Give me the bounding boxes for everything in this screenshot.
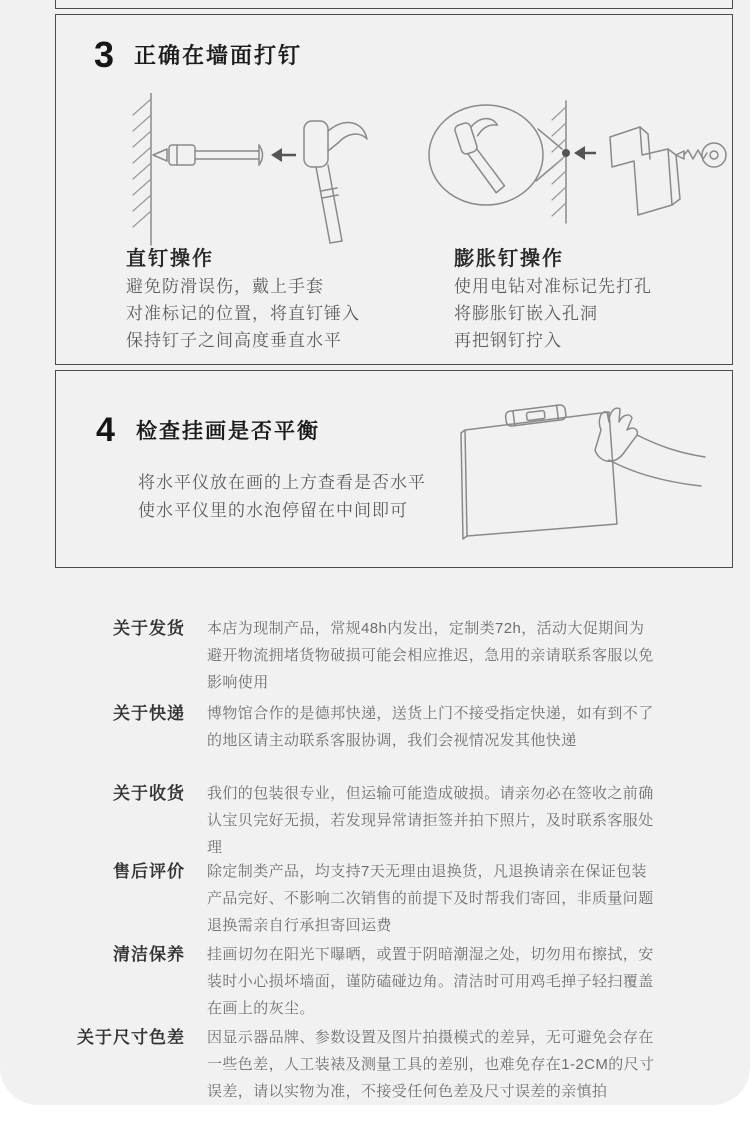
faq-label: 清洁保养 (113, 945, 185, 964)
instruction-line: 使水平仪里的水泡停留在中间即可 (138, 501, 408, 520)
hammer-icon (304, 121, 367, 243)
faq-label: 关于发货 (113, 619, 185, 638)
instruction-line: 使用电钻对准标记先打孔 (454, 277, 652, 296)
straight-nail-subtitle: 直钉操作 (126, 248, 214, 270)
small-hammer-icon (454, 114, 517, 199)
arrow-left-icon (574, 146, 596, 160)
faq-label: 关于尺寸色差 (77, 1028, 185, 1047)
arrow-left-icon (271, 148, 296, 162)
instruction-line: 再把钢钉拧入 (454, 331, 562, 350)
callout-circle-icon (429, 105, 562, 205)
step-4-section (55, 370, 733, 568)
instruction-line: 对准标记的位置，将直钉锤入 (126, 304, 360, 323)
step-3-section (55, 14, 733, 365)
instruction-line: 保持钉子之间高度垂直水平 (126, 331, 342, 350)
wall-icon (552, 101, 570, 223)
picture-frame-icon (461, 412, 617, 539)
previous-section-box-tail (55, 0, 733, 9)
faq-text: 本店为现制产品，常规48h内发出，定制类72h，活动大促期间为避开物流拥堵货物破损可能会相应推迟，急用的亲请联系客服以免影响使用 (207, 620, 654, 691)
step-3-title: 正确在墙面打钉 (134, 43, 303, 68)
step-4-number: 4 (96, 411, 115, 449)
faq-text: 挂画切勿在阳光下曝晒，或置于阴暗潮湿之处，切勿用布擦拭，安装时小心损坏墙面，谨防磕碰边角。清洁时可用鸡毛掸子轻扫覆盖在画上的灰尘。 (207, 946, 654, 1017)
expansion-bolt-subtitle: 膨胀钉操作 (454, 248, 564, 270)
instruction-line: 将水平仪放在画的上方查看是否水平 (138, 473, 426, 492)
faq-label: 售后评价 (113, 862, 185, 881)
faq-label: 关于快递 (113, 704, 185, 723)
faq-text: 因显示器品牌、参数设置及图片拍摄模式的差异，无可避免会存在一些色差，人工装裱及测量工具的差别，也难免存在1-2CM的尺寸误差，请以实物为准，不接受任何色差及尺寸误差的亲慎拍 (207, 1029, 655, 1100)
expansion-bolt-illustration (424, 93, 729, 251)
faq-text: 我们的包装很专业，但运输可能造成破损。请亲勿必在签收之前确认宝贝完好无损，若发现异常请拒签并拍下照片，及时联系客服处理 (207, 785, 654, 856)
faq-text: 博物馆合作的是德邦快递，送货上门不接受指定快递，如有到不了的地区请主动联系客服协调，我们会视情况发其他快递 (207, 705, 654, 749)
straight-nail-illustration (111, 93, 381, 251)
expansion-bolt-instructions (454, 273, 652, 354)
step-3-number: 3 (94, 34, 115, 75)
level-check-illustration (451, 396, 716, 556)
wall-bracket-icon (610, 127, 680, 215)
faq-label: 关于收货 (113, 784, 185, 803)
step-4-instructions (138, 469, 426, 525)
straight-nail-icon (153, 145, 263, 165)
step-4-title: 检查挂画是否平衡 (136, 420, 320, 443)
instruction-line: 避免防滑误伤，戴上手套 (126, 277, 324, 296)
faq-text: 除定制类产品，均支持7天无理由退换货，凡退换请亲在保证包装产品完好、不影响二次销售的前提下及时帮我们寄回，非质量问题退换需亲自行承担寄回运费 (207, 863, 654, 934)
wall-icon (133, 93, 151, 245)
screw-icon (676, 143, 726, 167)
spirit-level-icon (505, 404, 566, 426)
instruction-line: 将膨胀钉嵌入孔洞 (454, 304, 598, 323)
straight-nail-instructions (126, 273, 360, 354)
